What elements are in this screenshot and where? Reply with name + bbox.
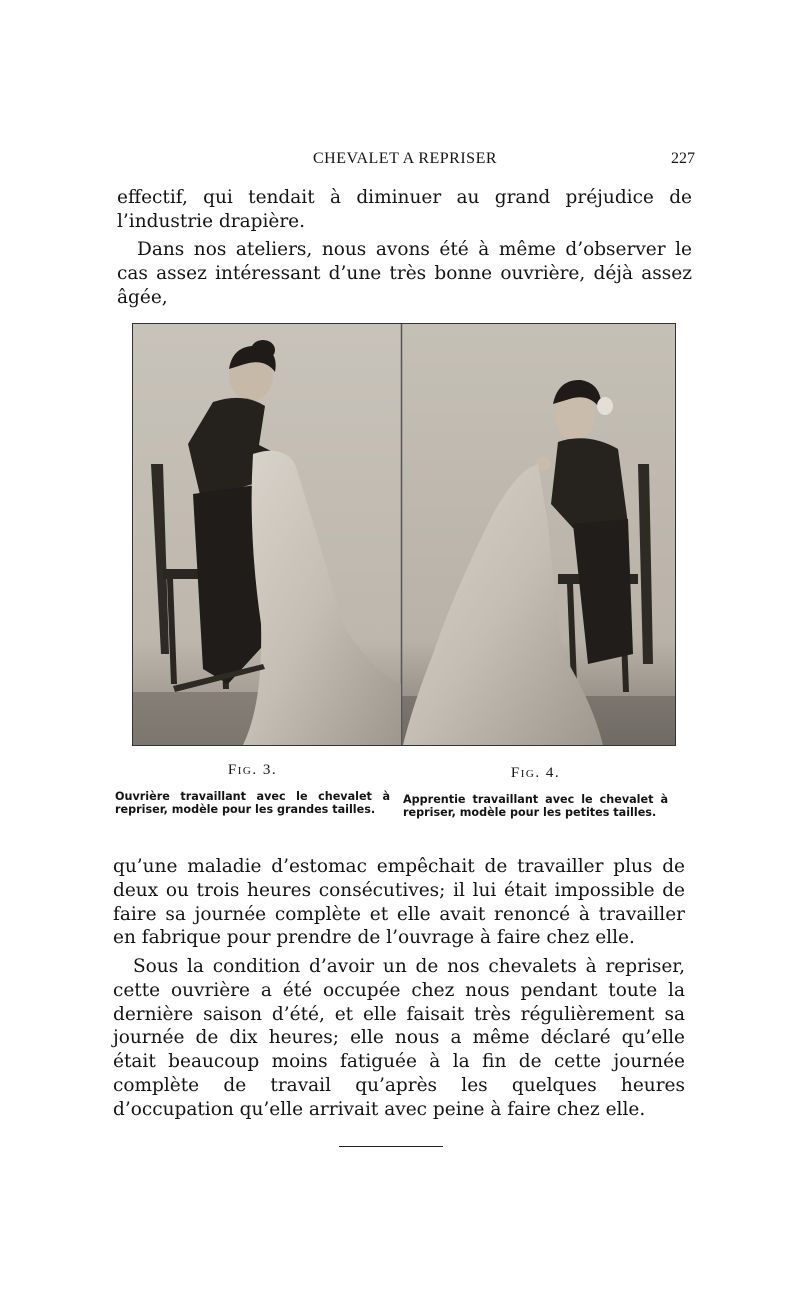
figure-3-caption-block — [115, 762, 390, 816]
paragraph-1: effectif, qui tendait à diminuer au grand préjudice de l’industrie drapière. — [117, 187, 692, 232]
figure-3-caption: Ouvrière travaillant avec le chevalet à repriser, modèle pour les grandes tailles. — [115, 790, 390, 816]
section-end-rule — [339, 1146, 443, 1147]
figure-4-label: Fig. 4. — [510, 765, 561, 781]
figure-4-caption: Apprentie travaillant avec le chevalet à repriser, modèle pour les petites tailles. — [403, 793, 668, 819]
paragraph-4: Sous la condition d’avoir un de nos chevalets à repriser, cette ouvrière a été occupée chez nous pendant toute la dernière saison d’été, et elle faisait très régulièrement sa journée de dix heures; elle nous a même déclaré qu’elle était beaucoup moins fatiguée à la fin de cette journée complète de travail qu’après les quelques heures d’occupation qu’elle arrivait avec peine à faire chez elle. — [113, 956, 685, 1120]
running-head — [115, 150, 695, 172]
paragraph-3: qu’une maladie d’estomac empêchait de travailler plus de deux ou trois heures consécutives; il lui était impossible de faire sa journée complète et elle avait renoncé à travailler en fabrique pour prendre de l’ouvrage à faire chez elle. — [113, 856, 685, 949]
figure-4-caption-block — [403, 765, 668, 819]
figure-3-label: Fig. 3. — [227, 762, 278, 778]
page-number: 227 — [671, 150, 695, 167]
paragraph-2: Dans nos ateliers, nous avons été à même d’observer le cas assez intéressant d’une très bonne ouvrière, déjà assez âgée, — [117, 239, 692, 308]
photo-illustration — [133, 324, 675, 745]
figure-plate-photograph — [132, 323, 676, 746]
running-title: CHEVALET A REPRISER — [312, 150, 498, 167]
